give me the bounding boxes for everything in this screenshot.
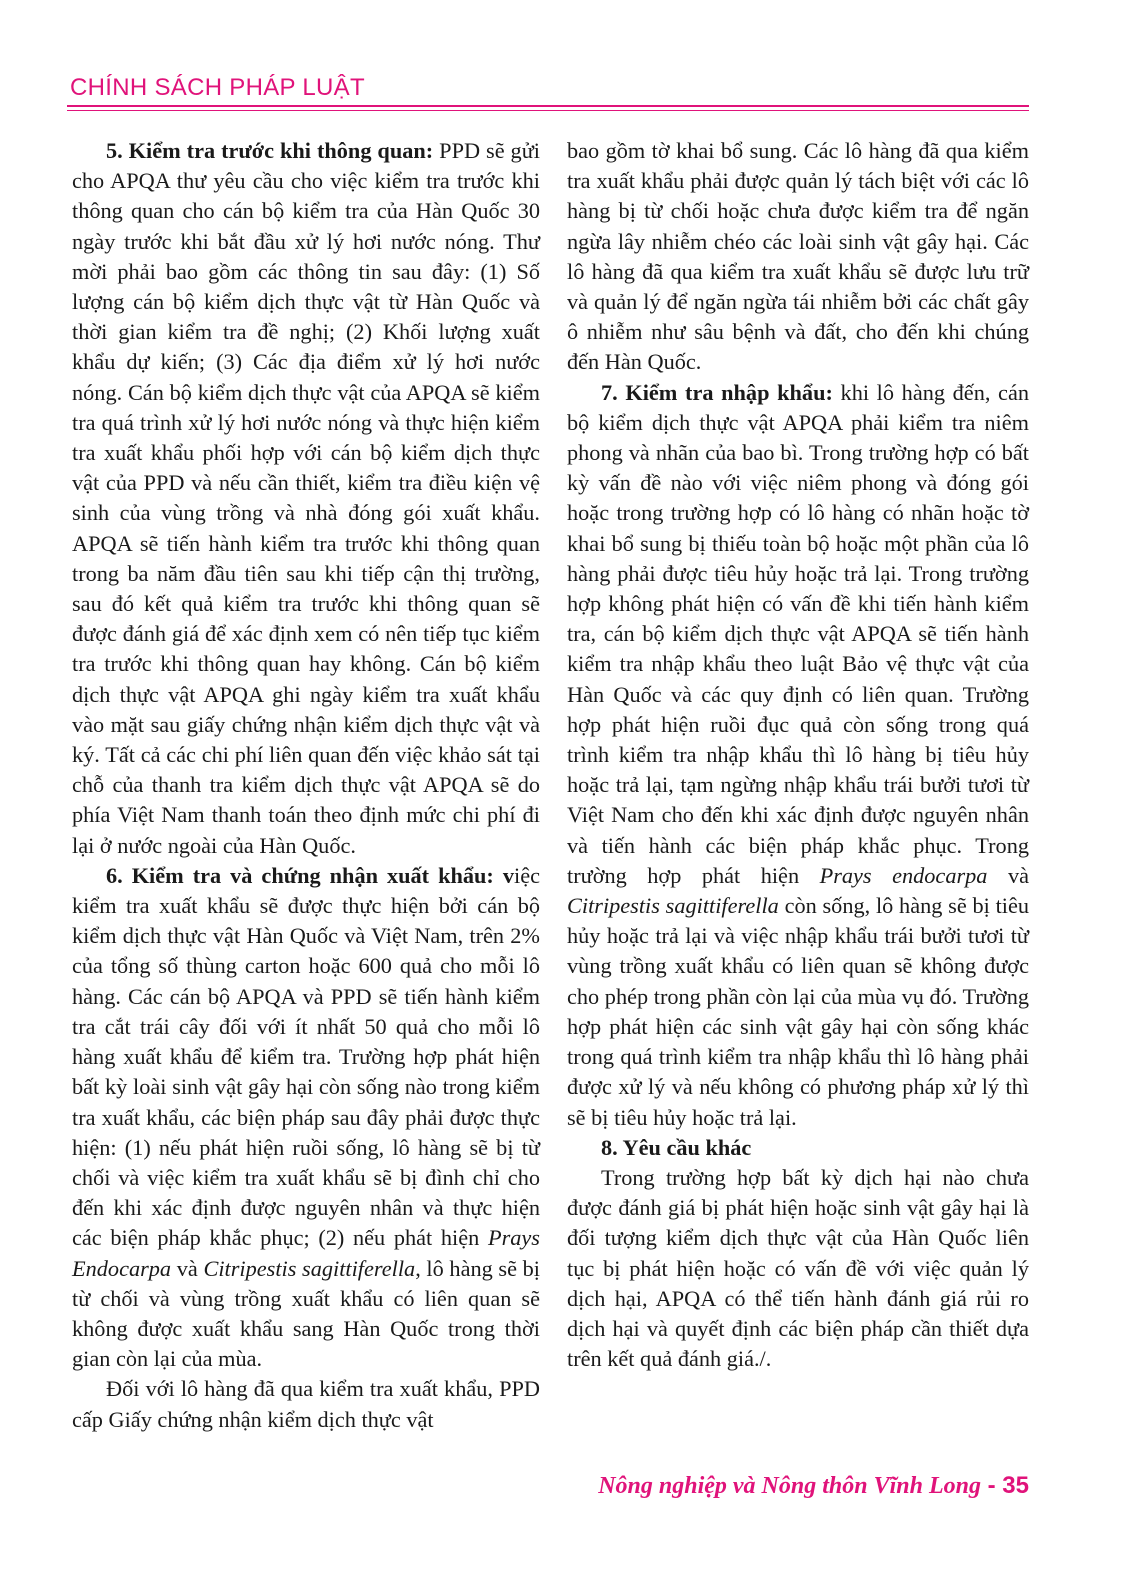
section-7-body-a: khi lô hàng đến, cán bộ kiểm dịch thực vật APQA phải kiểm tra niêm phong và nhãn của bao bì. Trong trường hợp có bất kỳ vấn đề nào với việc niêm phong và đóng gói hoặc trong trường hợp có lô hàng có nhãn hoặc tờ khai bổ sung bị thiếu toàn bộ hoặc một phần của lô hàng phải được tiêu hủy hoặc trả lại. Trong trường hợp không phát hiện có vấn đề khi tiến hành kiểm tra, cán bộ kiểm dịch thực vật APQA sẽ tiến hành kiểm tra nhập khẩu theo luật Bảo vệ thực vật của Hàn Quốc và các quy định có liên quan. Trường hợp phát hiện ruồi đục quả còn sống trong quá trình kiểm tra nhập khẩu thì lô hàng bị tiêu hủy hoặc trả lại, tạm ngừng nhập khẩu trái bưởi tươi từ Việt Nam cho đến khi xác định được nguyên nhân và tiến hành các biện pháp khắc phục. Trong trường hợp phát hiện xyxy=(567,379,1030,888)
header-rule-thin xyxy=(67,110,1029,111)
species-prays-endocarpa: Prays Endocarpa xyxy=(72,1225,540,1281)
section-5-body: PPD sẽ gửi cho APQA thư yêu cầu cho việc kiểm tra trước khi thông quan cho cán bộ kiểm tra của Hàn Quốc 30 ngày trước khi bắt đầu xử lý hơi nước nóng. Thư mời phải bao gồm các thông tin sau đây: (1) Số lượng cán bộ kiểm dịch thực vật từ Hàn Quốc và thời gian kiểm tra đề nghị; (2) Khối lượng xuất khẩu dự kiến; (3) Các địa điểm xử lý hơi nước nóng. Cán bộ kiểm dịch thực vật của APQA sẽ kiểm tra quá trình xử lý hơi nước nóng và thực hiện kiểm tra xuất khẩu phối hợp với cán bộ kiểm dịch thực vật của PPD và nếu cần thiết, kiểm tra điều kiện vệ sinh của vùng trồng và nhà đóng gói xuất khẩu. APQA sẽ tiến hành kiểm tra trước khi thông quan trong ba năm đầu tiên sau khi tiếp cận thị trường, sau đó kết quả kiểm tra trước khi thông quan sẽ được đánh giá để xác định xem có nên tiếp tục kiểm tra trước khi thông quan hay không. Cán bộ kiểm dịch thực vật APQA ghi ngày kiểm tra xuất khẩu vào mặt sau giấy chứng nhận kiểm dịch thực vật và ký. Tất cả các chi phí liên quan đến việc khảo sát tại chỗ của thanh tra kiểm dịch thực vật APQA sẽ do phía Việt Nam thanh toán theo định mức chi phí đi lại ở nước ngoài của Hàn Quốc. xyxy=(72,138,540,858)
page-footer xyxy=(500,1472,1029,1500)
section-6-body-a: iệc kiểm tra xuất khẩu sẽ được thực hiện bởi cán bộ kiểm dịch thực vật Hàn Quốc và Việt Nam, trên 2% của tổng số thùng carton hoặc 600 quả cho mỗi lô hàng. Các cán bộ APQA và PPD sẽ tiến hành kiểm tra cắt trái cây đối với ít nhất 50 quả cho mỗi lô hàng xuất khẩu để kiểm tra. Trường hợp phát hiện bất kỳ loài sinh vật gây hại còn sống nào trong kiểm tra xuất khẩu, các biện pháp sau đây phải được thực hiện: (1) nếu phát hiện ruồi sống, lô hàng sẽ bị từ chối và việc kiểm tra xuất khẩu sẽ bị đình chỉ cho đến khi xác định được nguyên nhân và thực hiện các biện pháp khắc phục; (2) nếu phát hiện xyxy=(72,862,540,1251)
section-6-body-b: , lô hàng sẽ bị từ chối và vùng trồng xuất khẩu có liên quan sẽ không được xuất khẩu sang Hàn Quốc trong thời gian còn lại của mùa. xyxy=(72,1255,540,1372)
section-5-heading: 5. Kiểm tra trước khi thông quan: xyxy=(106,138,434,163)
species-citripestis: Citripestis sagittiferella xyxy=(567,893,779,919)
paragraph-section-5 xyxy=(72,136,540,861)
section-7-heading: 7. Kiểm tra nhập khẩu: xyxy=(601,379,833,405)
right-column xyxy=(567,136,1029,1374)
footer-separator: - xyxy=(980,1472,1003,1499)
conjunction: và xyxy=(171,1255,204,1281)
magazine-name: Nông nghiệp và Nông thôn Vĩnh Long xyxy=(598,1473,981,1499)
section-title: CHÍNH SÁCH PHÁP LUẬT xyxy=(70,74,365,101)
paragraph-section-6-continued: bao gồm tờ khai bổ sung. Các lô hàng đã qua kiểm tra xuất khẩu phải được quản lý tách biệt với các lô hàng bị từ chối hoặc chưa được kiểm tra để ngăn ngừa lây nhiễm chéo các loài sinh vật gây hại. Các lô hàng đã qua kiểm tra xuất khẩu sẽ được lưu trữ và quản lý để ngăn ngừa tái nhiễm bởi các chất gây ô nhiễm như sâu bệnh và đất, cho đến khi chúng đến Hàn Quốc. xyxy=(567,138,1029,375)
paragraph-section-8: Trong trường hợp bất kỳ dịch hại nào chưa được đánh giá bị phát hiện hoặc sinh vật gây hại là đối tượng kiểm dịch thực vật của Hàn Quốc liên tục bị phát hiện hoặc có vấn đề với việc quản lý dịch hại, APQA có thể tiến hành đánh giá rủi ro dịch hại và quyết định các biện pháp cần thiết dựa trên kết quả đánh giá./. xyxy=(567,1164,1029,1372)
header-rule xyxy=(67,105,1029,107)
paragraph-section-6-part-2: Đối với lô hàng đã qua kiểm tra xuất khẩu, PPD cấp Giấy chứng nhận kiểm dịch thực vật xyxy=(72,1376,540,1432)
paragraph-section-6 xyxy=(72,861,540,1374)
section-7-body-b: còn sống, lô hàng sẽ bị tiêu hủy hoặc trả lại và việc nhập khẩu trái bưởi tươi từ vùng trồng xuất khẩu có liên quan sẽ không được cho phép trong phần còn lại của mùa vụ đó. Trường hợp phát hiện các sinh vật gây hại còn sống khác trong quá trình kiểm tra nhập khẩu thì lô hàng phải được xử lý và nếu không có phương pháp xử lý thì sẽ bị tiêu hủy hoặc trả lại. xyxy=(567,893,1030,1130)
species-prays-endocarpa: Prays endocarpa xyxy=(819,862,988,888)
page-number: 35 xyxy=(1002,1472,1029,1499)
species-citripestis: Citripestis sagittiferella xyxy=(203,1255,416,1281)
paragraph-section-7 xyxy=(567,378,1029,1133)
section-8-heading: 8. Yêu cầu khác xyxy=(601,1134,752,1160)
left-column xyxy=(72,136,540,1435)
section-6-heading: 6. Kiểm tra và chứng nhận xuất khẩu: v xyxy=(106,862,514,888)
conjunction: và xyxy=(987,862,1029,888)
